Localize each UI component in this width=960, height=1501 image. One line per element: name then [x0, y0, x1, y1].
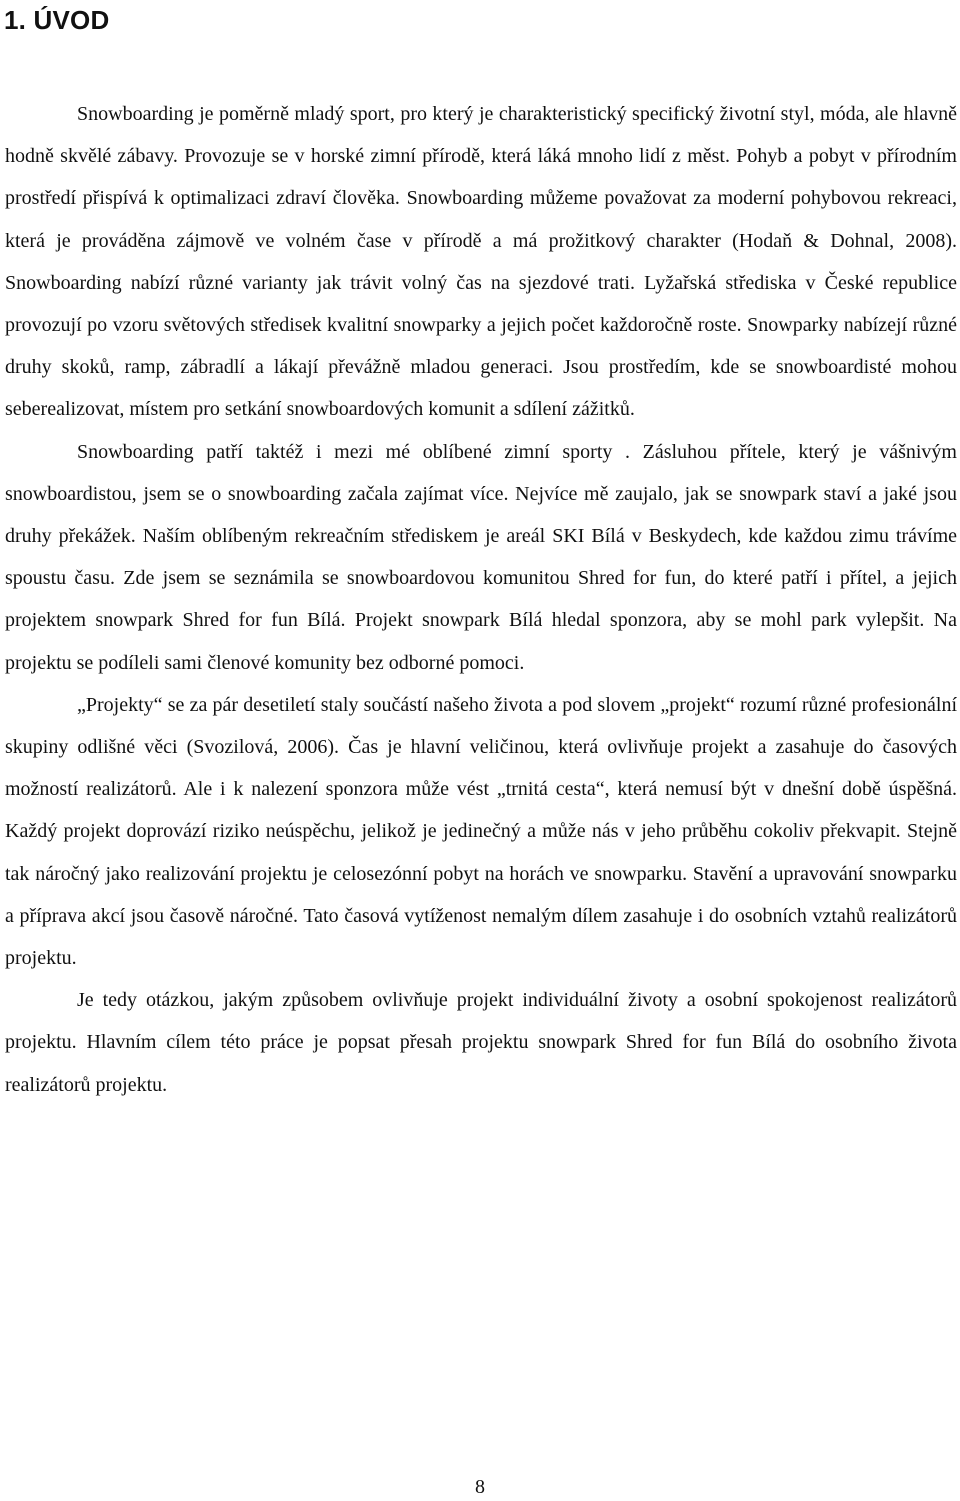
paragraph-motivation: Snowboarding patří taktéž i mezi mé oblíbené zimní sporty . Zásluhou přítele, který je vášnivým snowboardistou, jsem se o snowboarding začala zajímat více. Nejvíce mě zaujalo, jak se snowpark staví a jaké jsou druhy překážek. Naším oblíbeným rekreačním střediskem je areál SKI Bílá v Beskydech, kde každou zimu trávíme spoustu času. Zde jsem se seznámila se snowboardovou komunitou Shred for fun, do které patří i přítel, a jejich projektem snowpark Shred for fun Bílá. Projekt snowpark Bílá hledal sponzora, aby se mohl park vylepšit. Na projektu se podíleli sami členové komunity bez odborné pomoci. — [5, 440, 957, 674]
chapter-body — [5, 93, 957, 1106]
chapter-heading: 1. ÚVOD — [4, 5, 110, 35]
paragraph-aim: Je tedy otázkou, jakým způsobem ovlivňuje projekt individuální životy a osobní spokojenost realizátorů projektu. Hlavním cílem této práce je popsat přesah projektu snowpark Shred for fun Bílá do osobního života realizátorů projektu. — [5, 989, 957, 1096]
page-number: 8 — [475, 1476, 485, 1498]
paragraph-projects: „Projekty“ se za pár desetiletí staly součástí našeho života a pod slovem „projekt“ rozumí různé profesionální skupiny odlišné věci (Svozilová, 2006). Čas je hlavní veličinou, která ovlivňuje projekt a zasahuje do časových možností realizátorů. Ale i k nalezení sponzora může vést „trnitá cesta“, která nemusí být v dnešní době úspěšná. Každý projekt doprovází riziko neúspěchu, jelikož je jedinečný a může nás v jeho průběhu cokoliv překvapit. Stejně tak náročný jako realizování projektu je celosezónní pobyt na horách ve snowparku. Stavění a upravování snowparku a příprava akcí jsou časově náročné. Tato časová vytíženost nemalým dílem zasahuje i do osobních vztahů realizátorů projektu. — [5, 693, 957, 970]
paragraph-intro: Snowboarding je poměrně mladý sport, pro který je charakteristický specifický životní styl, móda, ale hlavně hodně skvělé zábavy. Provozuje se v horské zimní přírodě, která láká mnoho lidí z měst. Pohyb a pobyt v přírodním prostředí přispívá k optimalizaci zdraví člověka. Snowboarding můžeme považovat za moderní pohybovou rekreaci, která je prováděna zájmově ve volném čase v přírodě a má prožitkový charakter (Hodaň & Dohnal, 2008). Snowboarding nabízí různé varianty jak trávit volný čas na sjezdové trati. Lyžařská střediska v České republice provozují po vzoru světových středisek kvalitní snowparky a jejich počet každoročně roste. Snowparky nabízejí různé druhy skoků, ramp, zábradlí a lákají převážně mladou generaci. Jsou prostředím, kde se snowboardisté mohou seberealizovat, místem pro setkání snowboardových komunit a sdílení zážitků. — [5, 103, 957, 421]
